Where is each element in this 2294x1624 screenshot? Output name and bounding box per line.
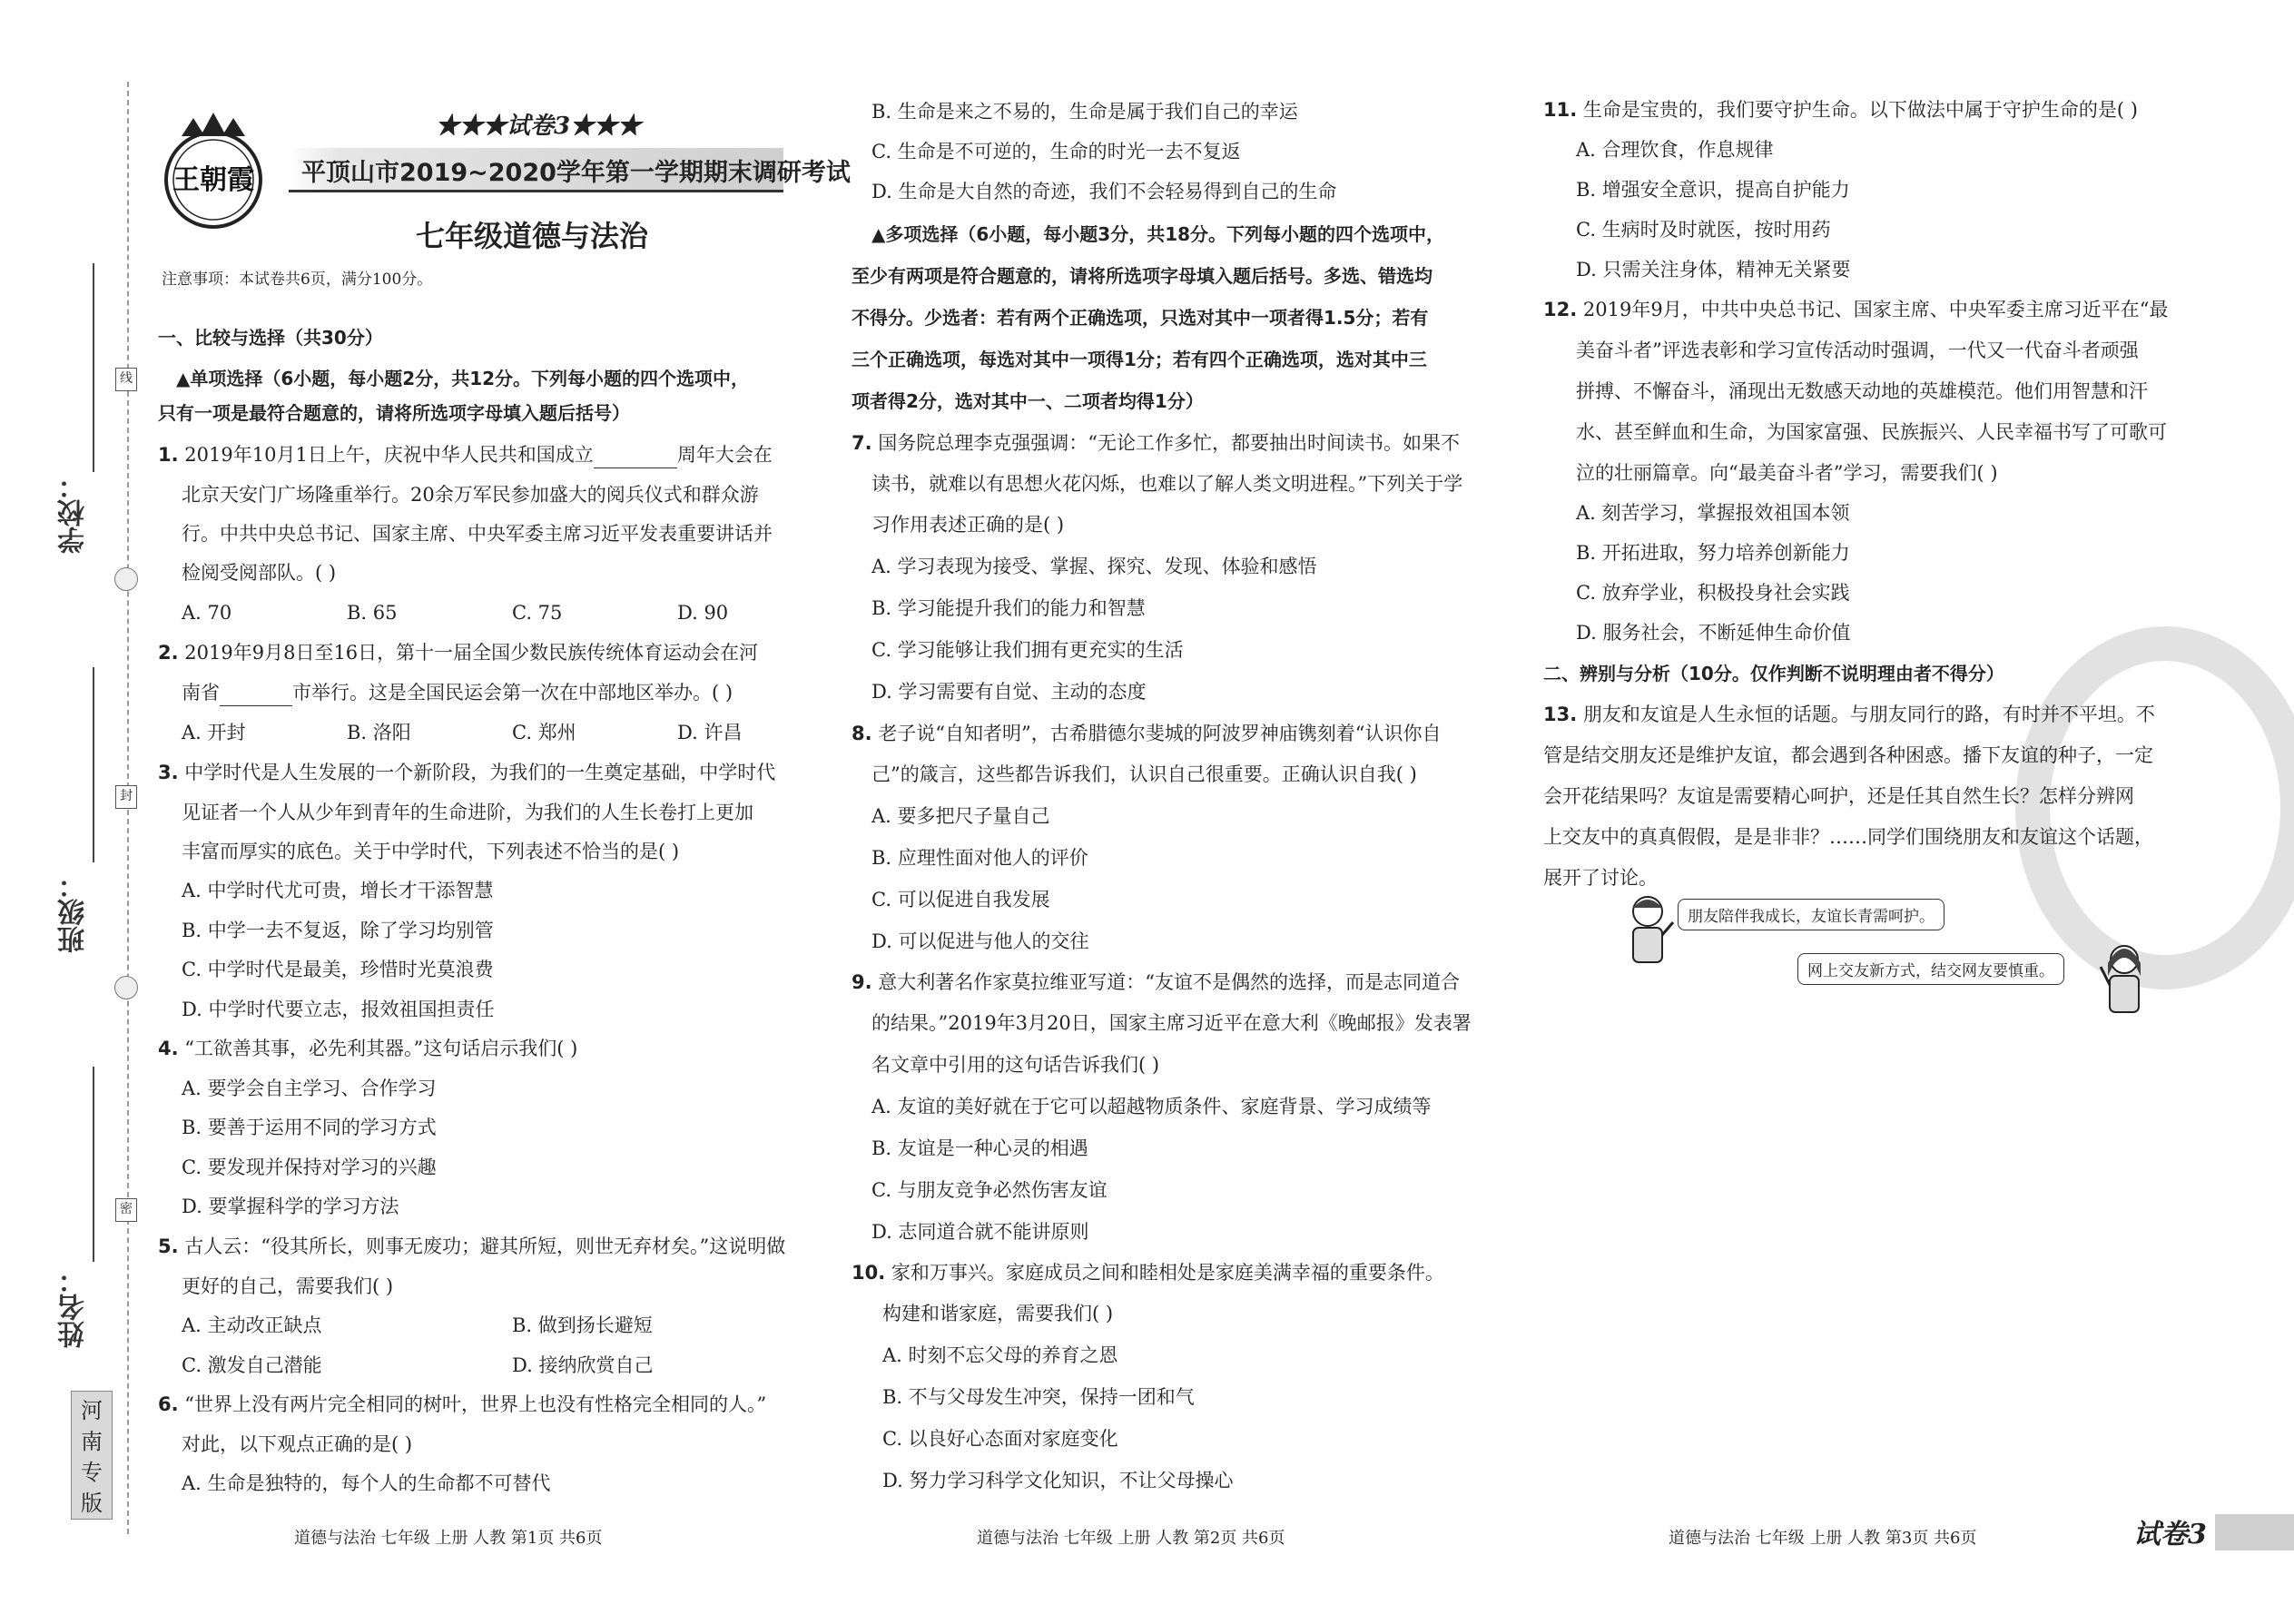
option-c[interactable]: C. 郑州: [512, 722, 576, 743]
question-text: 2019年10月1日上午，庆祝中华人民共和国成立: [184, 444, 594, 466]
question-8: [852, 720, 1442, 747]
exam-title: 平顶山市2019~2020学年第一学期期末调研考试: [301, 159, 851, 187]
question-number: 10.: [852, 1262, 886, 1284]
question-number: 12.: [1543, 299, 1578, 320]
option-b[interactable]: B. 开拓进取，努力培养创新能力: [1576, 542, 1850, 564]
question-text: 己”的箴言，这些都告诉我们，认识自己很重要。正确认识自我( ): [871, 763, 1417, 785]
fill-blank[interactable]: [220, 687, 292, 706]
question-text: 会开花结果吗？友谊是需要精心呵护，还是任其自然生长？怎样分辨网: [1543, 785, 2134, 807]
school-underline: [93, 263, 94, 472]
option-b[interactable]: B. 生命是来之不易的，生命是属于我们自己的幸运: [871, 101, 1298, 123]
question-2: [158, 639, 758, 666]
question-text: 中学时代是人生发展的一个新阶段，为我们的一生奠定基础，中学时代: [184, 762, 776, 783]
province-tag: [71, 1391, 113, 1520]
option-d[interactable]: D. 服务社会，不断延伸生命价值: [1576, 622, 1851, 644]
option-b[interactable]: B. 学习能提升我们的能力和智慧: [871, 597, 1146, 619]
question-text: 习作用表述正确的是( ): [871, 514, 1065, 536]
option-c[interactable]: C. 生病时及时就医，按时用药: [1576, 219, 1831, 241]
question-text: 北京天安门广场隆重举行。20余万军民参加盛大的阅兵仪式和群众游: [182, 484, 759, 506]
option-a[interactable]: A. 要学会自主学习、合作学习: [182, 1078, 437, 1099]
name-underline: [93, 1067, 94, 1262]
question-text: 2019年9月8日至16日，第十一届全国少数民族传统体育运动会在河: [184, 642, 759, 664]
option-c[interactable]: C. 75: [512, 602, 563, 624]
speech-bubble-girl: 网上交友新方式，结交网友要慎重。: [1797, 953, 2064, 985]
question-text: 意大利著名作家莫拉维亚写道：“友谊不是偶然的选择，而是志同道合: [878, 971, 1461, 993]
question-text: 丰富而厚实的底色。关于中学时代，下列表述不恰当的是( ): [182, 841, 680, 862]
option-c[interactable]: C. 学习能够让我们拥有更充实的生活: [871, 639, 1184, 661]
instructions: 三个正确选项，每选对其中一项得1分；若有四个正确选项，选对其中三: [852, 349, 1427, 370]
question-text: 对此，以下观点正确的是( ): [182, 1433, 413, 1455]
question-number: 7.: [852, 432, 872, 454]
option-d[interactable]: D. 要掌握科学的学习方法: [182, 1196, 399, 1217]
question-number: 4.: [158, 1038, 179, 1059]
question-text: 检阅受阅部队。( ): [182, 562, 337, 584]
question-text: 拼搏、不懈奋斗，涌现出无数感天动地的英雄模范。他们用智慧和汗: [1576, 380, 2148, 402]
fill-blank[interactable]: [594, 449, 677, 468]
question-12: [1543, 296, 2168, 323]
option-c[interactable]: C. 以良好心态面对家庭变化: [882, 1428, 1118, 1450]
option-d[interactable]: D. 可以促进与他人的交往: [871, 930, 1089, 952]
question-13: [1543, 701, 2155, 728]
question-number: 8.: [852, 723, 872, 744]
option-a[interactable]: A. 友谊的美好就在于它可以超越物质条件、家庭背景、学习成绩等: [871, 1096, 1432, 1117]
question-text: 生命是宝贵的，我们要守护生命。以下做法中属于守护生命的是( ): [1582, 99, 2138, 121]
option-c[interactable]: C. 激发自己潜能: [182, 1354, 322, 1376]
question-number: 9.: [852, 971, 872, 993]
option-b[interactable]: B. 洛阳: [347, 722, 411, 743]
school-label: 学校：: [58, 472, 90, 554]
notice: 注意事项：本试卷共6页，满分100分。: [162, 271, 433, 289]
option-a[interactable]: A. 生命是独特的，每个人的生命都不可替代: [182, 1472, 551, 1494]
section-heading: 一、比较与选择（共30分）: [158, 327, 383, 349]
question-11: [1543, 96, 2138, 123]
option-b[interactable]: B. 增强安全意识，提高自护能力: [1576, 179, 1850, 201]
seal-mark-secret: 密: [115, 1198, 137, 1222]
boy-illustration: [1620, 891, 1675, 982]
question-text: “世界上没有两片完全相同的树叶，世界上也没有性格完全相同的人。”: [184, 1393, 767, 1415]
section-heading: 二、辨别与分析（10分。仅作判断不说明理由者不得分）: [1543, 663, 2004, 684]
question-5: [158, 1233, 785, 1260]
option-b[interactable]: B. 友谊是一种心灵的相遇: [871, 1137, 1088, 1159]
question-text: [182, 679, 733, 706]
question-text: 朋友和友谊是人生永恒的话题。与朋友同行的路，有时并不平坦。不: [1582, 704, 2155, 725]
class-label: 班级：: [58, 871, 90, 953]
binding-hole: [114, 567, 138, 591]
question-text: 更好的自己，需要我们( ): [182, 1275, 394, 1297]
option-a[interactable]: A. 70: [182, 602, 232, 624]
question-3: [158, 759, 775, 786]
question-text: 古人云：“役其所长，则事无废功；避其所短，则世无弃材矣。”这说明做: [184, 1235, 786, 1257]
question-number: 3.: [158, 762, 179, 783]
option-d[interactable]: D. 许昌: [677, 722, 743, 743]
option-c[interactable]: C. 可以促进自我发展: [871, 889, 1050, 910]
girl-illustration: [2099, 940, 2150, 1030]
paper-tag: 试卷3: [2133, 1519, 2207, 1550]
province-tag-text: 河南专版: [81, 1398, 103, 1516]
option-a[interactable]: A. 刻苦学习，掌握报效祖国本领: [1576, 502, 1850, 524]
question-number: 11.: [1543, 99, 1578, 121]
question-number: 1.: [158, 444, 179, 466]
option-d[interactable]: D. 中学时代要立志，报效祖国担责任: [182, 999, 495, 1020]
question-number: 13.: [1543, 704, 1578, 725]
question-text: 见证者一个人从少年到青年的生命进阶，为我们的人生长卷打上更加: [182, 802, 753, 823]
instructions: 只有一项是最符合题意的，请将所选项字母填入题后括号）: [158, 402, 630, 424]
option-c[interactable]: C. 放弃学业，积极投身社会实践: [1576, 582, 1850, 604]
question-number: 6.: [158, 1393, 179, 1415]
option-d[interactable]: D. 90: [677, 602, 729, 624]
option-b[interactable]: B. 中学一去不复返，除了学习均别管: [182, 920, 494, 941]
option-b[interactable]: B. 应理性面对他人的评价: [871, 847, 1088, 869]
binding-margin: [0, 0, 145, 1624]
question-text: 泣的壮丽篇章。向“最美奋斗者”学习，需要我们( ): [1576, 462, 1998, 484]
seal-mark-seal: 封: [115, 785, 137, 809]
option-d[interactable]: D. 志同道合就不能讲原则: [871, 1221, 1089, 1243]
page-footer: 道德与法治 七年级 上册 人教 第1页 共6页: [294, 1529, 603, 1548]
question-text: 2019年9月，中共中央总书记、国家主席、中央军委主席习近平在“最: [1582, 299, 2169, 320]
option-b[interactable]: B. 做到扬长避短: [512, 1314, 653, 1336]
question-7: [852, 429, 1460, 457]
logo-text: 王朝霞: [172, 164, 254, 196]
question-text: 老子说“自知者明”，古希腊德尔斐城的阿波罗神庙镌刻着“认识你自: [878, 723, 1442, 744]
question-text: 市举行。这是全国民运会第一次在中部地区举办。( ): [292, 682, 733, 704]
question-text: 上交友中的真真假假，是是非非？……同学们围绕朋友和友谊这个话题，: [1543, 826, 2153, 848]
question-text: 南省: [182, 682, 220, 704]
subject-title: 七年级道德与法治: [416, 219, 649, 253]
question-text: 的结果。”2019年3月20日，国家主席习近平在意大利《晚邮报》发表署: [871, 1012, 1472, 1034]
question-number: 5.: [158, 1235, 179, 1257]
option-d[interactable]: D. 学习需要有自觉、主动的态度: [871, 681, 1147, 703]
instructions: ▲多项选择（6小题，每小题3分，共18分。下列每小题的四个选项中，: [871, 223, 1445, 245]
question-text: 读书，就难以有思想火花闪烁，也难以了解人类文明进程。”下列关于学: [871, 473, 1463, 495]
option-b[interactable]: B. 65: [347, 602, 398, 624]
question-text: 水、甚至鲜血和生命，为国家富强、民族振兴、人民幸福书写了可歌可: [1576, 421, 2167, 443]
option-a[interactable]: A. 时刻不忘父母的养育之恩: [882, 1344, 1118, 1366]
instructions: ▲单项选择（6小题，每小题2分，共12分。下列每小题的四个选项中，: [176, 368, 750, 389]
page-footer: 道德与法治 七年级 上册 人教 第3页 共6页: [1669, 1529, 1977, 1548]
question-text: 周年大会在: [676, 444, 773, 466]
option-a[interactable]: A. 合理饮食，作息规律: [1576, 139, 1774, 161]
binding-hole: [114, 976, 138, 999]
instructions: 不得分。少选者：若有两个正确选项，只选对其中一项者得1.5分；若有: [852, 307, 1429, 329]
question-4: [158, 1035, 577, 1062]
question-6: [158, 1391, 766, 1418]
question-number: 2.: [158, 642, 179, 664]
question-text: 构建和谐家庭，需要我们( ): [882, 1303, 1114, 1324]
option-a[interactable]: A. 学习表现为接受、掌握、探究、发现、体验和感悟: [871, 556, 1317, 577]
option-a[interactable]: A. 开封: [182, 722, 246, 743]
option-c[interactable]: C. 与朋友竞争必然伤害友谊: [871, 1179, 1108, 1201]
option-d[interactable]: D. 只需关注身体，精神无关紧要: [1576, 259, 1851, 281]
question-text: 美奋斗者”评选表彰和学习宣传活动时强调，一代又一代奋斗者顽强: [1576, 340, 2139, 361]
seal-mark-line: 线: [115, 368, 137, 391]
option-a[interactable]: A. 中学时代尤可贵，增长才干添智慧: [182, 880, 494, 901]
paper-label: ★★★试卷3★★★: [436, 113, 642, 140]
question-text: 管是结交朋友还是维护友谊，都会遇到各种困惑。播下友谊的种子，一定: [1543, 744, 2153, 766]
option-c[interactable]: C. 要发现并保持对学习的兴趣: [182, 1156, 437, 1178]
option-d[interactable]: D. 生命是大自然的奇迹，我们不会轻易得到自己的生命: [871, 181, 1337, 202]
page-footer: 道德与法治 七年级 上册 人教 第2页 共6页: [977, 1529, 1285, 1548]
question-1: [158, 441, 773, 468]
option-c[interactable]: C. 中学时代是最美，珍惜时光莫浪费: [182, 959, 494, 980]
instructions: 至少有两项是符合题意的，请将所选项字母填入题后括号。多选、错选均: [852, 265, 1433, 287]
option-d[interactable]: D. 接纳欣赏自己: [512, 1354, 654, 1376]
option-d[interactable]: D. 努力学习科学文化知识，不让父母操心: [882, 1470, 1234, 1491]
option-b[interactable]: B. 不与父母发生冲突，保持一团和气: [882, 1386, 1195, 1408]
question-text: 家和万事兴。家庭成员之间和睦相处是家庭美满幸福的重要条件。: [891, 1262, 1444, 1284]
class-underline: [93, 667, 94, 862]
question-text: 名文章中引用的这句话告诉我们( ): [871, 1054, 1160, 1076]
question-text: 国务院总理李克强强调：“无论工作多忙，都要抽出时间读书。如果不: [878, 432, 1461, 454]
option-c[interactable]: C. 生命是不可逆的，生命的时光一去不复返: [871, 141, 1241, 162]
option-b[interactable]: B. 要善于运用不同的学习方式: [182, 1117, 437, 1138]
speech-bubble-boy: 朋友陪伴我成长，友谊长青需呵护。: [1678, 899, 1944, 930]
question-text: 展开了讨论。: [1543, 867, 1658, 889]
option-a[interactable]: A. 主动改正缺点: [182, 1314, 322, 1336]
question-text: “工欲善其事，必先利其器。”这句话启示我们( ): [184, 1038, 578, 1059]
instructions: 项者得2分，选对其中一、二项者均得1分）: [852, 390, 1204, 412]
paper-tag-bar: [2215, 1514, 2294, 1550]
option-a[interactable]: A. 要多把尺子量自己: [871, 805, 1050, 827]
brand-logo: [162, 100, 266, 241]
question-9: [852, 969, 1460, 996]
name-label: 姓名：: [58, 1266, 90, 1348]
question-10: [852, 1259, 1444, 1286]
question-text: 行。中共中央总书记、国家主席、中央军委主席习近平发表重要讲话并: [182, 523, 773, 545]
